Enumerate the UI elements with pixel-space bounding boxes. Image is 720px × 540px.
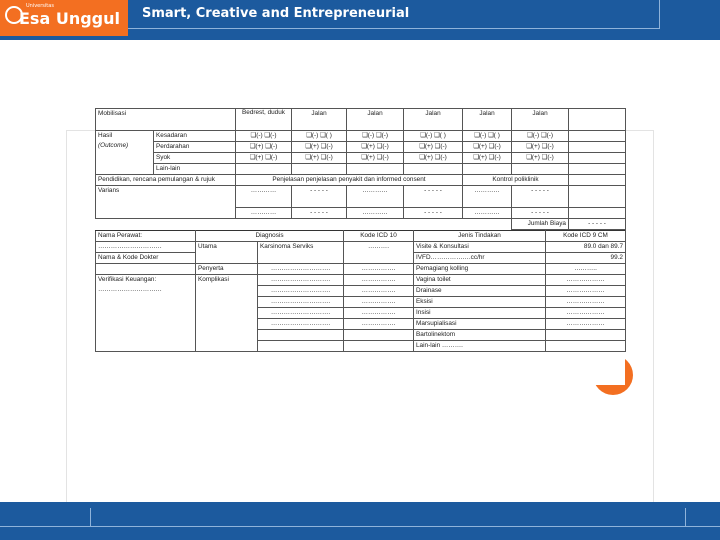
checkbox-cell[interactable]: ❑(+) ❑(-) xyxy=(292,142,347,153)
icd10-komplikasi-dots: ……………. xyxy=(344,286,414,297)
jumlah-biaya-value: - - - - - xyxy=(569,219,626,230)
diagnosis-utama-label: Utama xyxy=(196,242,258,264)
checkbox-cell[interactable]: ❑(+) ❑(-) xyxy=(347,153,404,164)
empty-cell xyxy=(569,208,626,219)
icd10-utama-value: ………. xyxy=(344,242,414,264)
hasil-label: Hasil (Outcome) xyxy=(96,131,154,175)
nama-perawat-dots: ………………………… xyxy=(96,242,196,253)
tindakan-3: Pemagiang kolling xyxy=(414,264,546,275)
checkbox-cell[interactable]: ❑(+) ❑(-) xyxy=(463,153,512,164)
coding-table xyxy=(95,230,626,352)
checkbox-cell[interactable]: ❑(+) ❑(-) xyxy=(512,153,569,164)
empty-cell xyxy=(258,341,344,352)
icd9-2: 99.2 xyxy=(546,253,626,264)
background-frame-line xyxy=(653,130,654,502)
tindakan-5: Drainase xyxy=(414,286,546,297)
kontrol-poliklinik: Kontrol poliklinik xyxy=(463,175,569,186)
tindakan-1: Visite & Konsultasi xyxy=(414,242,546,253)
pendidikan-text: Penjelasan penjelasan penyakit dan informed consent xyxy=(236,175,463,186)
empty-cell xyxy=(404,164,463,175)
mobilisasi-col-6: Jalan xyxy=(512,109,569,131)
tindakan-7: Insisi xyxy=(414,308,546,319)
checkbox-cell[interactable]: ❑(-) ❑(-) xyxy=(512,131,569,142)
background-frame-line xyxy=(66,130,96,131)
logo xyxy=(0,0,128,36)
pendidikan-label: Pendidikan, rencana pemulangan & rujuk xyxy=(96,175,236,186)
footer-frame xyxy=(90,508,686,527)
empty-cell xyxy=(569,175,626,186)
jenis-tindakan-header: Jenis Tindakan xyxy=(414,231,546,242)
varians-dots: ………… xyxy=(236,208,292,219)
varians-dots: ………… xyxy=(463,186,512,208)
tindakan-4: Vagina toilet xyxy=(414,275,546,286)
checkbox-cell[interactable]: ❑(-) ❑( ) xyxy=(292,131,347,142)
varians-label: Varians xyxy=(96,186,236,219)
tindakan-10: Lain-lain ………. xyxy=(414,341,546,352)
mobilisasi-col-4: Jalan xyxy=(404,109,463,131)
verifikasi-keuangan: Verifikasi Keuangan: ………………………… xyxy=(96,275,196,352)
tindakan-8: Marsupialisasi xyxy=(414,319,546,330)
tindakan-6: Eksisi xyxy=(414,297,546,308)
empty-cell xyxy=(546,330,626,341)
logo-subtitle: Universitas xyxy=(26,3,54,9)
empty-cell xyxy=(347,164,404,175)
icd9-7: ……………… xyxy=(546,308,626,319)
checkbox-cell[interactable]: ❑(+) ❑(-) xyxy=(404,142,463,153)
komplikasi-dots: ………………………. xyxy=(258,297,344,308)
footer-divider xyxy=(0,526,720,527)
hasil-row-perdarahan: Perdarahan xyxy=(154,142,236,153)
varians-dots: - - - - - xyxy=(292,208,347,219)
komplikasi-dots: ………………………. xyxy=(258,275,344,286)
empty-cell xyxy=(512,164,569,175)
diagnosis-komplikasi-label: Komplikasi xyxy=(196,275,258,352)
varians-dots: - - - - - xyxy=(404,186,463,208)
clinical-pathway-table xyxy=(95,108,626,230)
varians-dots: ………… xyxy=(463,208,512,219)
jumlah-biaya-label: Jumlah Biaya xyxy=(512,219,569,230)
empty-cell xyxy=(292,164,347,175)
mobilisasi-col-3: Jalan xyxy=(347,109,404,131)
logo-name: Esa Unggul xyxy=(19,9,120,28)
checkbox-cell[interactable]: ❑(+) ❑(-) xyxy=(347,142,404,153)
mobilisasi-label: Mobilisasi xyxy=(96,109,236,131)
mobilisasi-col-2: Jalan xyxy=(292,109,347,131)
icd9-5: ……………… xyxy=(546,286,626,297)
varians-dots: - - - - - xyxy=(512,186,569,208)
komplikasi-dots: ………………………. xyxy=(258,308,344,319)
empty-cell xyxy=(569,153,626,164)
empty-cell xyxy=(569,109,626,131)
icd9-3: ……….. xyxy=(546,264,626,275)
diagnosis-penyerta-label: Penyerta xyxy=(196,264,258,275)
checkbox-cell[interactable]: ❑(-) ❑(-) xyxy=(236,131,292,142)
checkbox-cell[interactable]: ❑(-) ❑(-) xyxy=(347,131,404,142)
background-frame-line xyxy=(624,130,654,131)
checkbox-cell[interactable]: ❑(-) ❑( ) xyxy=(463,131,512,142)
checkbox-cell[interactable]: ❑(+) ❑(-) xyxy=(292,153,347,164)
empty-cell xyxy=(344,330,414,341)
empty-cell xyxy=(569,164,626,175)
empty-cell xyxy=(258,330,344,341)
mobilisasi-col-5: Jalan xyxy=(463,109,512,131)
varians-dots: ………… xyxy=(347,208,404,219)
empty-cell xyxy=(236,164,292,175)
nama-dokter-label: Nama & Kode Dokter xyxy=(96,253,196,264)
hasil-row-syok: Syok xyxy=(154,153,236,164)
icd9-8: ……………… xyxy=(546,319,626,330)
empty-cell xyxy=(569,142,626,153)
icd10-komplikasi-dots: ……………. xyxy=(344,297,414,308)
checkbox-cell[interactable]: ❑(+) ❑(-) xyxy=(236,142,292,153)
empty-cell xyxy=(96,264,196,275)
empty-cell xyxy=(96,219,512,230)
mobilisasi-col-1: Bedrest, duduk xyxy=(236,109,292,131)
diagnosis-utama-value: Karsinoma Serviks xyxy=(258,242,344,264)
clinical-pathway-sheet xyxy=(95,108,625,385)
hasil-row-lain-lain: Lain-lain xyxy=(154,164,236,175)
icd10-komplikasi-dots: ……………. xyxy=(344,275,414,286)
checkbox-cell[interactable]: ❑(+) ❑(-) xyxy=(404,153,463,164)
icd10-komplikasi-dots: ……………. xyxy=(344,308,414,319)
tindakan-9: Bartolinektom xyxy=(414,330,546,341)
komplikasi-dots: ………………………. xyxy=(258,319,344,330)
checkbox-cell[interactable]: ❑(+) ❑(-) xyxy=(236,153,292,164)
nama-perawat-label: Nama Perawat: xyxy=(96,231,196,242)
varians-dots: - - - - - xyxy=(512,208,569,219)
varians-dots: - - - - - xyxy=(404,208,463,219)
header-vertical-divider xyxy=(659,0,660,29)
kode-icd10-header: Kode ICD 10 xyxy=(344,231,414,242)
icd9-1: 89.0 dan 89.7 xyxy=(546,242,626,253)
hasil-row-kesadaran: Kesadaran xyxy=(154,131,236,142)
diagnosis-header: Diagnosis xyxy=(196,231,344,242)
header-divider xyxy=(128,28,660,29)
varians-dots: ………… xyxy=(236,186,292,208)
icd10-komplikasi-dots: ……………. xyxy=(344,319,414,330)
penyerta-dots: ………………………. xyxy=(258,264,344,275)
varians-dots: - - - - - xyxy=(292,186,347,208)
icd9-4: ……………… xyxy=(546,275,626,286)
header-bar xyxy=(0,0,720,40)
empty-cell xyxy=(569,186,626,208)
footer-bar xyxy=(0,502,720,540)
kode-icd9-header: Kode ICD 9 CM xyxy=(546,231,626,242)
komplikasi-dots: ………………………. xyxy=(258,286,344,297)
icd10-penyerta-dots: ……………. xyxy=(344,264,414,275)
background-frame-line xyxy=(66,130,67,502)
varians-dots: ………… xyxy=(347,186,404,208)
tindakan-2: IVFD……………….cc/hr xyxy=(414,253,546,264)
checkbox-cell[interactable]: ❑(-) ❑( ) xyxy=(404,131,463,142)
tagline: Smart, Creative and Entrepreneurial xyxy=(142,6,410,21)
checkbox-cell[interactable]: ❑(+) ❑(-) xyxy=(463,142,512,153)
empty-cell xyxy=(463,164,512,175)
empty-cell xyxy=(546,341,626,352)
empty-cell xyxy=(344,341,414,352)
empty-cell xyxy=(569,131,626,142)
icd9-6: ……………… xyxy=(546,297,626,308)
checkbox-cell[interactable]: ❑(+) ❑(-) xyxy=(512,142,569,153)
